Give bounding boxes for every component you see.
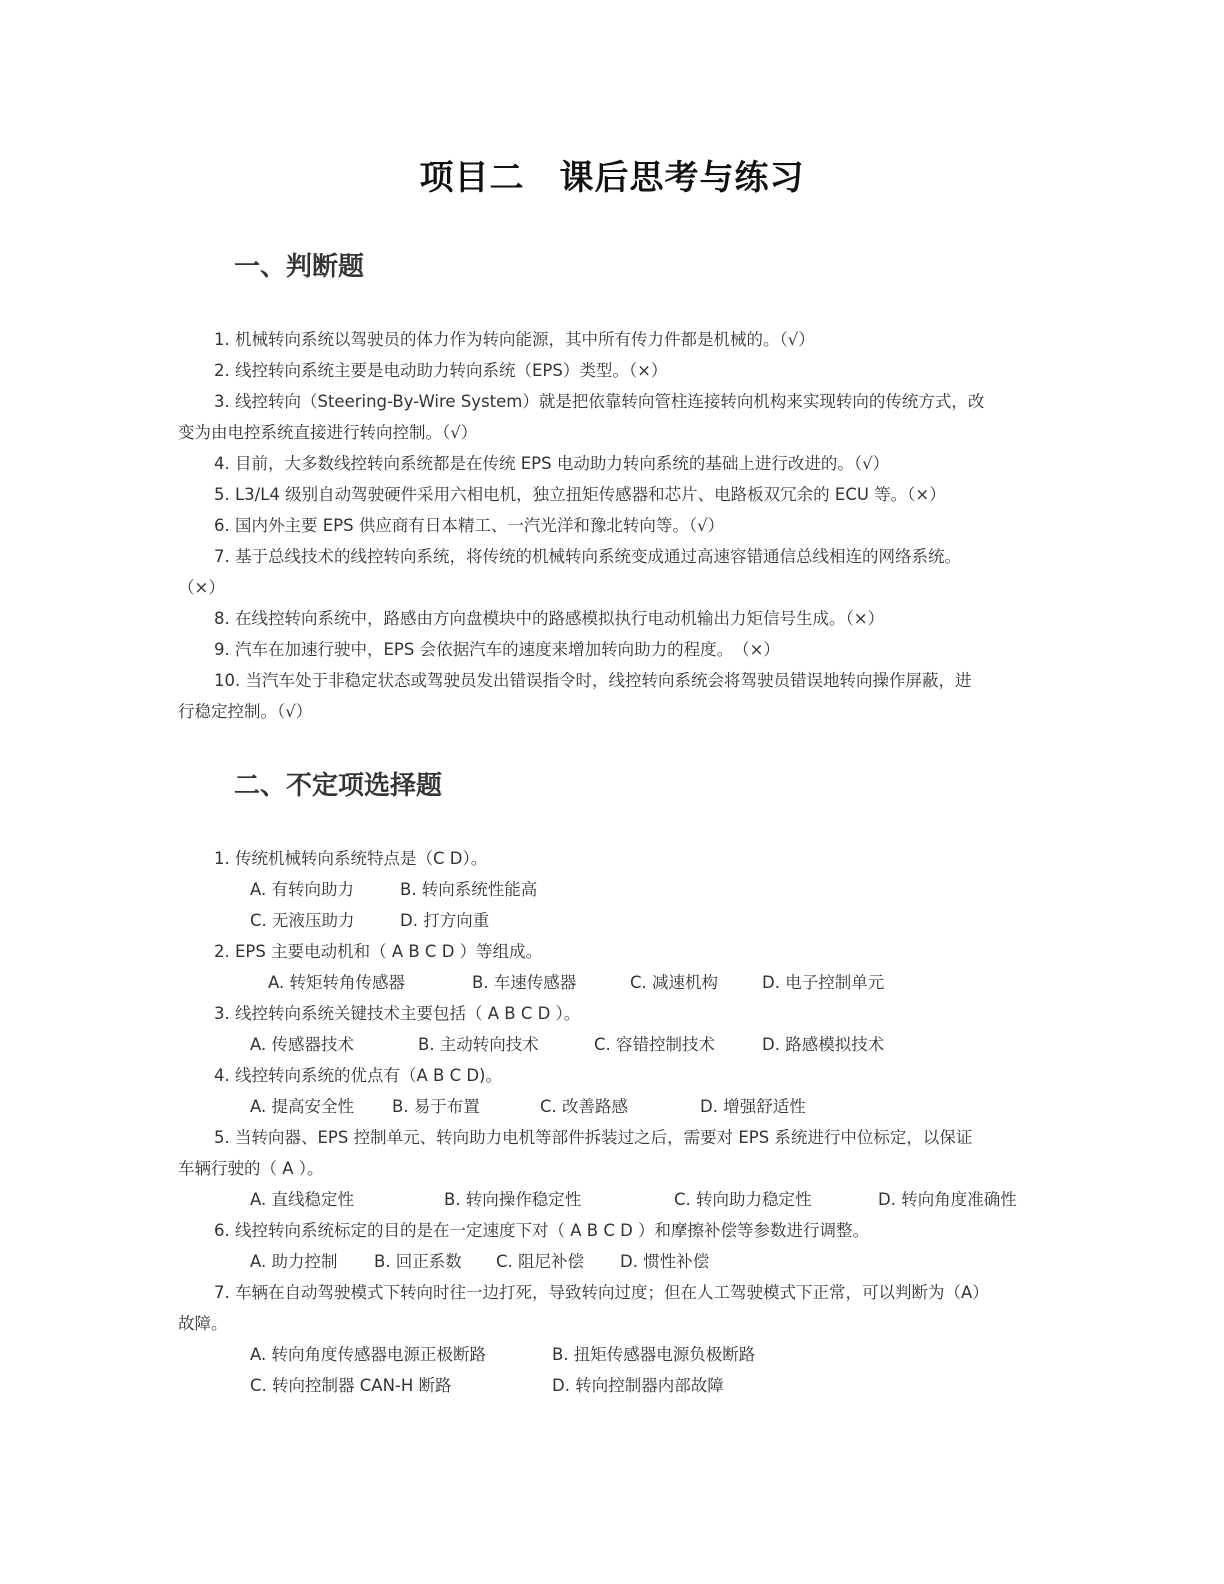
mc-option: D. 惯性补偿 bbox=[620, 1252, 710, 1271]
mc-option: A. 转矩转角传感器 bbox=[268, 973, 405, 992]
mc-option: C. 容错控制技术 bbox=[594, 1035, 716, 1054]
tf-item-10-cont: 行稳定控制。（√） bbox=[178, 702, 313, 721]
tf-item-7-cont: （×） bbox=[178, 578, 225, 597]
mc-option: D. 打方向重 bbox=[400, 911, 490, 930]
mc-option: C. 转向控制器 CAN-H 断路 bbox=[250, 1376, 452, 1395]
mc-option: A. 传感器技术 bbox=[250, 1035, 354, 1054]
tf-item-10: 10. 当汽车处于非稳定状态或驾驶员发出错误指令时，线控转向系统会将驾驶员错误地转向操作屏蔽，进 bbox=[214, 671, 972, 690]
mc-option: A. 有转向助力 bbox=[250, 880, 354, 899]
mc-option: C. 转向助力稳定性 bbox=[674, 1190, 812, 1209]
tf-item-3: 3. 线控转向（Steering-By-Wire System）就是把依靠转向管柱连接转向机构来实现转向的传统方式，改 bbox=[214, 392, 985, 411]
tf-item-4: 4. 目前，大多数线控转向系统都是在传统 EPS 电动助力转向系统的基础上进行改进的。（√） bbox=[214, 454, 890, 473]
mc-option: B. 车速传感器 bbox=[472, 973, 577, 992]
mc-option: B. 转向系统性能高 bbox=[400, 880, 538, 899]
mc-question-5: 5. 当转向器、EPS 控制单元、转向助力电机等部件拆装过之后，需要对 EPS 系统进行中位标定，以保证 bbox=[214, 1128, 973, 1147]
mc-option: B. 易于布置 bbox=[392, 1097, 480, 1116]
mc-question-6: 6. 线控转向系统标定的目的是在一定速度下对（ A B C D ）和摩擦补偿等参数进行调整。 bbox=[214, 1221, 870, 1240]
mc-option: D. 转向控制器内部故障 bbox=[552, 1376, 724, 1395]
mc-option: C. 改善路感 bbox=[540, 1097, 629, 1116]
mc-question-7-cont: 故障。 bbox=[178, 1314, 228, 1333]
mc-option: A. 助力控制 bbox=[250, 1252, 338, 1271]
mc-question-5-cont: 车辆行驶的（ A ）。 bbox=[178, 1159, 324, 1178]
tf-item-8: 8. 在线控转向系统中，路感由方向盘模块中的路感模拟执行电动机输出力矩信号生成。（×） bbox=[214, 609, 885, 628]
mc-option: D. 电子控制单元 bbox=[762, 973, 885, 992]
section-heading-true-false: 一、判断题 bbox=[234, 252, 365, 282]
mc-question-1: 1. 传统机械转向系统特点是（C D）。 bbox=[214, 849, 488, 868]
mc-question-4: 4. 线控转向系统的优点有（A B C D)。 bbox=[214, 1066, 502, 1085]
mc-option: A. 直线稳定性 bbox=[250, 1190, 354, 1209]
mc-option: B. 转向操作稳定性 bbox=[444, 1190, 582, 1209]
mc-option: D. 路感模拟技术 bbox=[762, 1035, 885, 1054]
tf-item-1: 1. 机械转向系统以驾驶员的体力作为转向能源，其中所有传力件都是机械的。（√） bbox=[214, 330, 815, 349]
tf-item-3-cont: 变为由电控系统直接进行转向控制。（√） bbox=[178, 423, 478, 442]
mc-option: D. 增强舒适性 bbox=[700, 1097, 806, 1116]
tf-item-5: 5. L3/L4 级别自动驾驶硬件采用六相电机，独立扭矩传感器和芯片、电路板双冗余的 ECU 等。（×） bbox=[214, 485, 946, 504]
mc-option: C. 减速机构 bbox=[630, 973, 719, 992]
tf-item-6: 6. 国内外主要 EPS 供应商有日本精工、一汽光洋和豫北转向等。（√） bbox=[214, 516, 725, 535]
mc-question-7: 7. 车辆在自动驾驶模式下转向时往一边打死，导致转向过度；但在人工驾驶模式下正常，可以判断为（A） bbox=[214, 1283, 989, 1302]
mc-option: B. 回正系数 bbox=[374, 1252, 462, 1271]
tf-item-9: 9. 汽车在加速行驶中，EPS 会依据汽车的速度来增加转向助力的程度。 （×） bbox=[214, 640, 780, 659]
mc-question-2: 2. EPS 主要电动机和（ A B C D ）等组成。 bbox=[214, 942, 543, 961]
mc-option: B. 扭矩传感器电源负极断路 bbox=[552, 1345, 756, 1364]
mc-question-3: 3. 线控转向系统关键技术主要包括（ A B C D ）。 bbox=[214, 1004, 581, 1023]
mc-option: D. 转向角度准确性 bbox=[878, 1190, 1017, 1209]
mc-option: A. 提高安全性 bbox=[250, 1097, 354, 1116]
section-heading-multiple-choice: 二、不定项选择题 bbox=[234, 771, 443, 801]
mc-option: A. 转向角度传感器电源正极断路 bbox=[250, 1345, 486, 1364]
page-title: 项目二 课后思考与练习 bbox=[419, 158, 805, 198]
tf-item-7: 7. 基于总线技术的线控转向系统，将传统的机械转向系统变成通过高速容错通信总线相连的网络系统。 bbox=[214, 547, 961, 566]
mc-option: C. 阻尼补偿 bbox=[496, 1252, 585, 1271]
mc-option: C. 无液压助力 bbox=[250, 911, 355, 930]
mc-option: B. 主动转向技术 bbox=[418, 1035, 539, 1054]
tf-item-2: 2. 线控转向系统主要是电动助力转向系统（EPS）类型。（×） bbox=[214, 361, 668, 380]
